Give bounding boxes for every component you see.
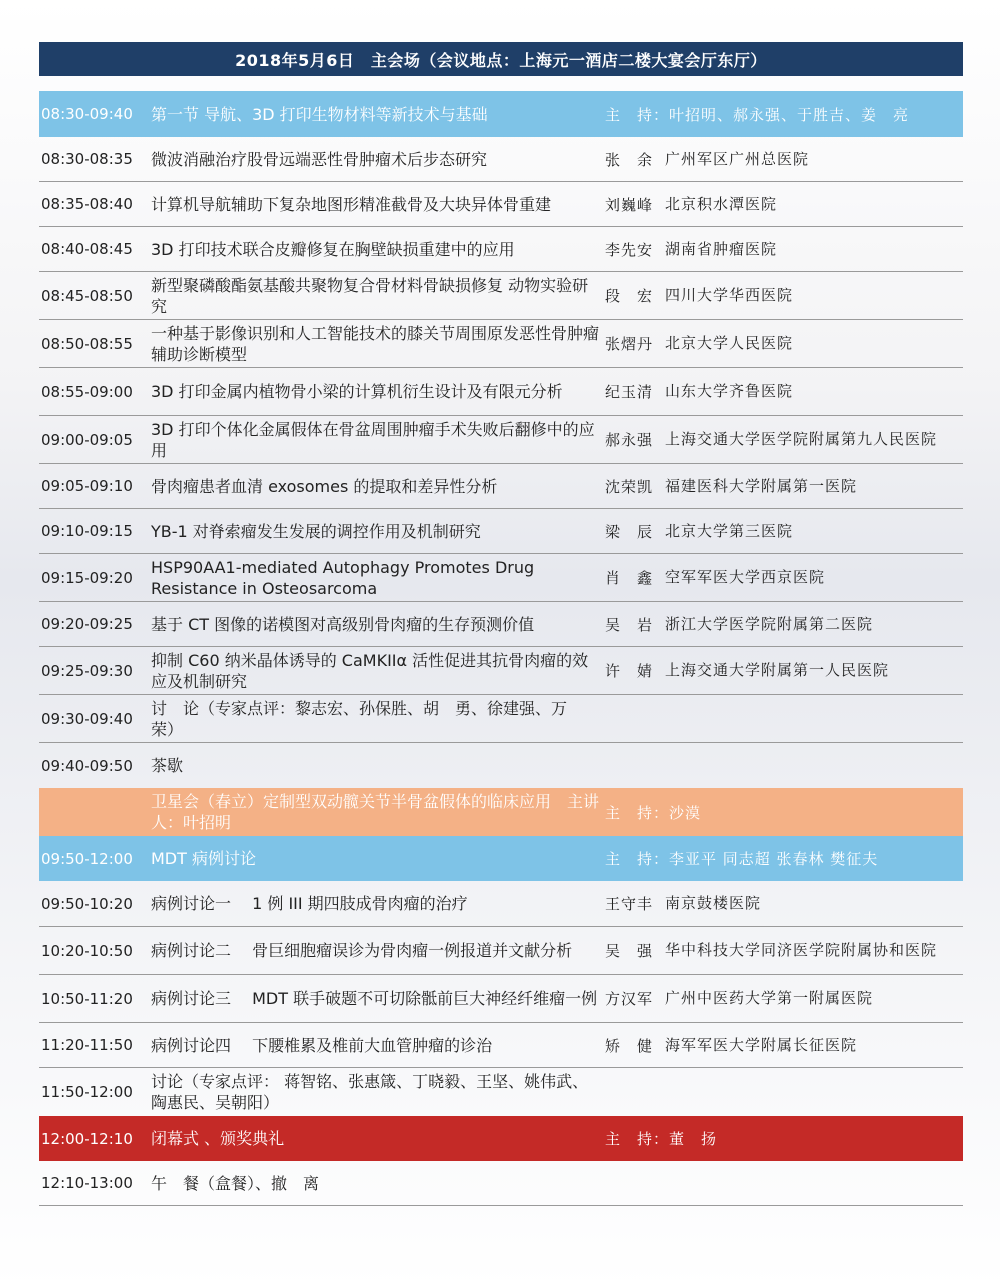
section-title: 闭幕式 、颁奖典礼: [151, 1129, 285, 1148]
section-chair: 主 持：沙漠: [605, 803, 702, 822]
time: 09:30-09:40: [41, 709, 133, 728]
talk-title: HSP90AA1-mediated Autophagy Promotes Drug Resistance in Osteosarcoma: [151, 557, 535, 598]
speaker: 刘巍峰: [605, 195, 654, 214]
talk-title: 病例讨论一 1 例 III 期四肢成骨肉瘤的治疗: [151, 894, 468, 913]
schedule-row: [39, 509, 963, 554]
talk-title: 病例讨论二 骨巨细胞瘤误诊为骨肉瘤一例报道并文献分析: [151, 941, 573, 960]
time: 08:30-08:35: [41, 150, 133, 168]
schedule-row: [39, 464, 963, 509]
time: 08:35-08:40: [41, 195, 133, 213]
talk-title: 基于 CT 图像的诺模图对高级别骨肉瘤的生存预测价值: [151, 614, 535, 634]
time: 09:20-09:25: [41, 615, 133, 633]
talk-title: 计算机导航辅助下复杂地图形精准截骨及大块异体骨重建: [151, 194, 552, 214]
time: 09:25-09:30: [41, 661, 133, 680]
institution: 空军军医大学西京医院: [665, 568, 826, 586]
schedule-row: [39, 368, 963, 416]
institution: 广州中医药大学第一附属医院: [665, 989, 874, 1007]
schedule-row: [39, 137, 963, 182]
institution: 北京大学人民医院: [665, 334, 794, 352]
schedule-row: [39, 1068, 963, 1116]
time: 12:10-13:00: [41, 1174, 133, 1192]
section-row: [39, 788, 963, 836]
schedule-row: [39, 602, 963, 647]
institution: 海军军医大学附属长征医院: [665, 1035, 858, 1054]
institution: 浙江大学医学院附属第二医院: [665, 614, 874, 633]
talk-title: 3D 打印金属内植物骨小梁的计算机衍生设计及有限元分析: [151, 382, 563, 401]
time: 09:10-09:15: [41, 522, 133, 540]
institution: 山东大学齐鲁医院: [665, 382, 794, 400]
section-row: [39, 836, 963, 881]
time: 08:40-08:45: [41, 240, 133, 258]
section-chair: 主 持：李亚平 同志超 张春林 樊征夫: [605, 850, 879, 868]
schedule-row: [39, 695, 963, 743]
institution: 上海交通大学附属第一人民医院: [665, 661, 890, 679]
speaker: 段 宏: [605, 287, 654, 305]
talk-title: 茶歇: [151, 756, 184, 775]
time: 11:50-12:00: [41, 1083, 133, 1101]
section-row: [39, 1116, 963, 1161]
speaker: 纪玉清: [605, 383, 654, 401]
institution: 南京鼓楼医院: [665, 894, 762, 912]
institution: 北京积水潭医院: [665, 194, 778, 213]
speaker: 郝永强: [605, 431, 654, 449]
schedule-row: [39, 554, 963, 602]
time: 10:20-10:50: [41, 941, 133, 960]
talk-title: 一种基于影像识别和人工智能技术的膝关节周围原发恶性骨肿瘤辅助诊断模型: [151, 323, 600, 364]
time: 09:15-09:20: [41, 568, 133, 587]
institution: 四川大学华西医院: [665, 286, 794, 304]
talk-title: 新型聚磷酸酯氨基酸共聚物复合骨材料骨缺损修复 动物实验研究: [151, 275, 589, 316]
schedule-row: [39, 272, 963, 320]
section-chair: 主 持：叶招明、郝永强、于胜吉、姜 亮: [605, 105, 910, 124]
time: 11:20-11:50: [41, 1036, 133, 1054]
speaker: 方汉军: [605, 990, 654, 1008]
time: 09:50-10:20: [41, 894, 133, 913]
talk-title: 3D 打印个体化金属假体在骨盆周围肿瘤手术失败后翻修中的应用: [151, 419, 595, 460]
institution: 广州军区广州总医院: [665, 149, 810, 168]
speaker: 李先安: [605, 240, 654, 259]
schedule-row: [39, 416, 963, 464]
schedule-row: [39, 1023, 963, 1068]
talk-title: 讨 论（专家点评：黎志宏、孙保胜、胡 勇、徐建强、万 荣）: [151, 698, 584, 739]
speaker: 沈荣凯: [605, 477, 654, 496]
section-row: [39, 91, 963, 137]
institution: 北京大学第三医院: [665, 521, 794, 540]
speaker: 吴 岩: [605, 615, 654, 634]
time: 08:50-08:55: [41, 334, 133, 353]
schedule: [39, 42, 963, 1206]
section-title: 卫星会（春立）定制型双动髋关节半骨盆假体的临床应用 主讲人：叶招明: [151, 792, 600, 832]
talk-title: YB-1 对脊索瘤发生发展的调控作用及机制研究: [151, 521, 481, 541]
schedule-header: 2018年5月6日 主会场（会议地点：上海元一酒店二楼大宴会厅东厅）: [39, 42, 963, 76]
speaker: 许 婧: [605, 662, 654, 680]
institution: 华中科技大学同济医学院附属协和医院: [665, 941, 938, 959]
time: 10:50-11:20: [41, 989, 133, 1008]
speaker: 肖 鑫: [605, 569, 654, 587]
time: 08:45-08:50: [41, 286, 133, 305]
speaker: 梁 辰: [605, 522, 654, 541]
talk-title: 病例讨论三 MDT 联手破题不可切除骶前巨大神经纤维瘤一例: [151, 989, 598, 1008]
speaker: 张熠丹: [605, 335, 654, 353]
talk-title: 微波消融治疗股骨远端恶性骨肿瘤术后步态研究: [151, 149, 488, 169]
schedule-row: [39, 743, 963, 788]
time: 09:00-09:05: [41, 430, 133, 449]
speaker: 矫 健: [605, 1036, 654, 1055]
speaker: 张 余: [605, 150, 654, 169]
time: 08:55-09:00: [41, 382, 133, 401]
talk-title: 讨论（专家点评： 蒋智铭、张惠箴、丁晓毅、王坚、姚伟武、陶惠民、吴朝阳）: [151, 1072, 589, 1112]
time: 12:00-12:10: [41, 1129, 133, 1148]
speaker: 吴 强: [605, 942, 654, 960]
talk-title: 抑制 C60 纳米晶体诱导的 CaMKIIα 活性促进其抗骨肉瘤的效应及机制研究: [151, 650, 589, 691]
section-title: 第一节 导航、3D 打印生物材料等新技术与基础: [151, 104, 488, 124]
time: 08:30-09:40: [41, 105, 133, 123]
schedule-row: [39, 182, 963, 227]
section-chair: 主 持：董 扬: [605, 1130, 718, 1148]
section-title: MDT 病例讨论: [151, 849, 256, 868]
schedule-row: [39, 647, 963, 695]
institution: 福建医科大学附属第一医院: [665, 476, 858, 495]
talk-title: 午 餐（盒餐）、撤 离: [151, 1173, 320, 1193]
schedule-row: [39, 1161, 963, 1206]
schedule-row: [39, 975, 963, 1023]
speaker: 王守丰: [605, 895, 654, 913]
time: 09:40-09:50: [41, 756, 133, 775]
institution: 上海交通大学医学院附属第九人民医院: [665, 430, 938, 448]
schedule-row: [39, 227, 963, 272]
time: 09:05-09:10: [41, 477, 133, 495]
institution: 湖南省肿瘤医院: [665, 239, 778, 258]
time: 09:50-12:00: [41, 849, 133, 868]
talk-title: 3D 打印技术联合皮瓣修复在胸壁缺损重建中的应用: [151, 239, 515, 259]
talk-title: 骨肉瘤患者血清 exosomes 的提取和差异性分析: [151, 476, 498, 496]
schedule-row: [39, 320, 963, 368]
schedule-row: [39, 927, 963, 975]
schedule-row: [39, 881, 963, 927]
talk-title: 病例讨论四 下腰椎累及椎前大血管肿瘤的诊治: [151, 1035, 493, 1055]
